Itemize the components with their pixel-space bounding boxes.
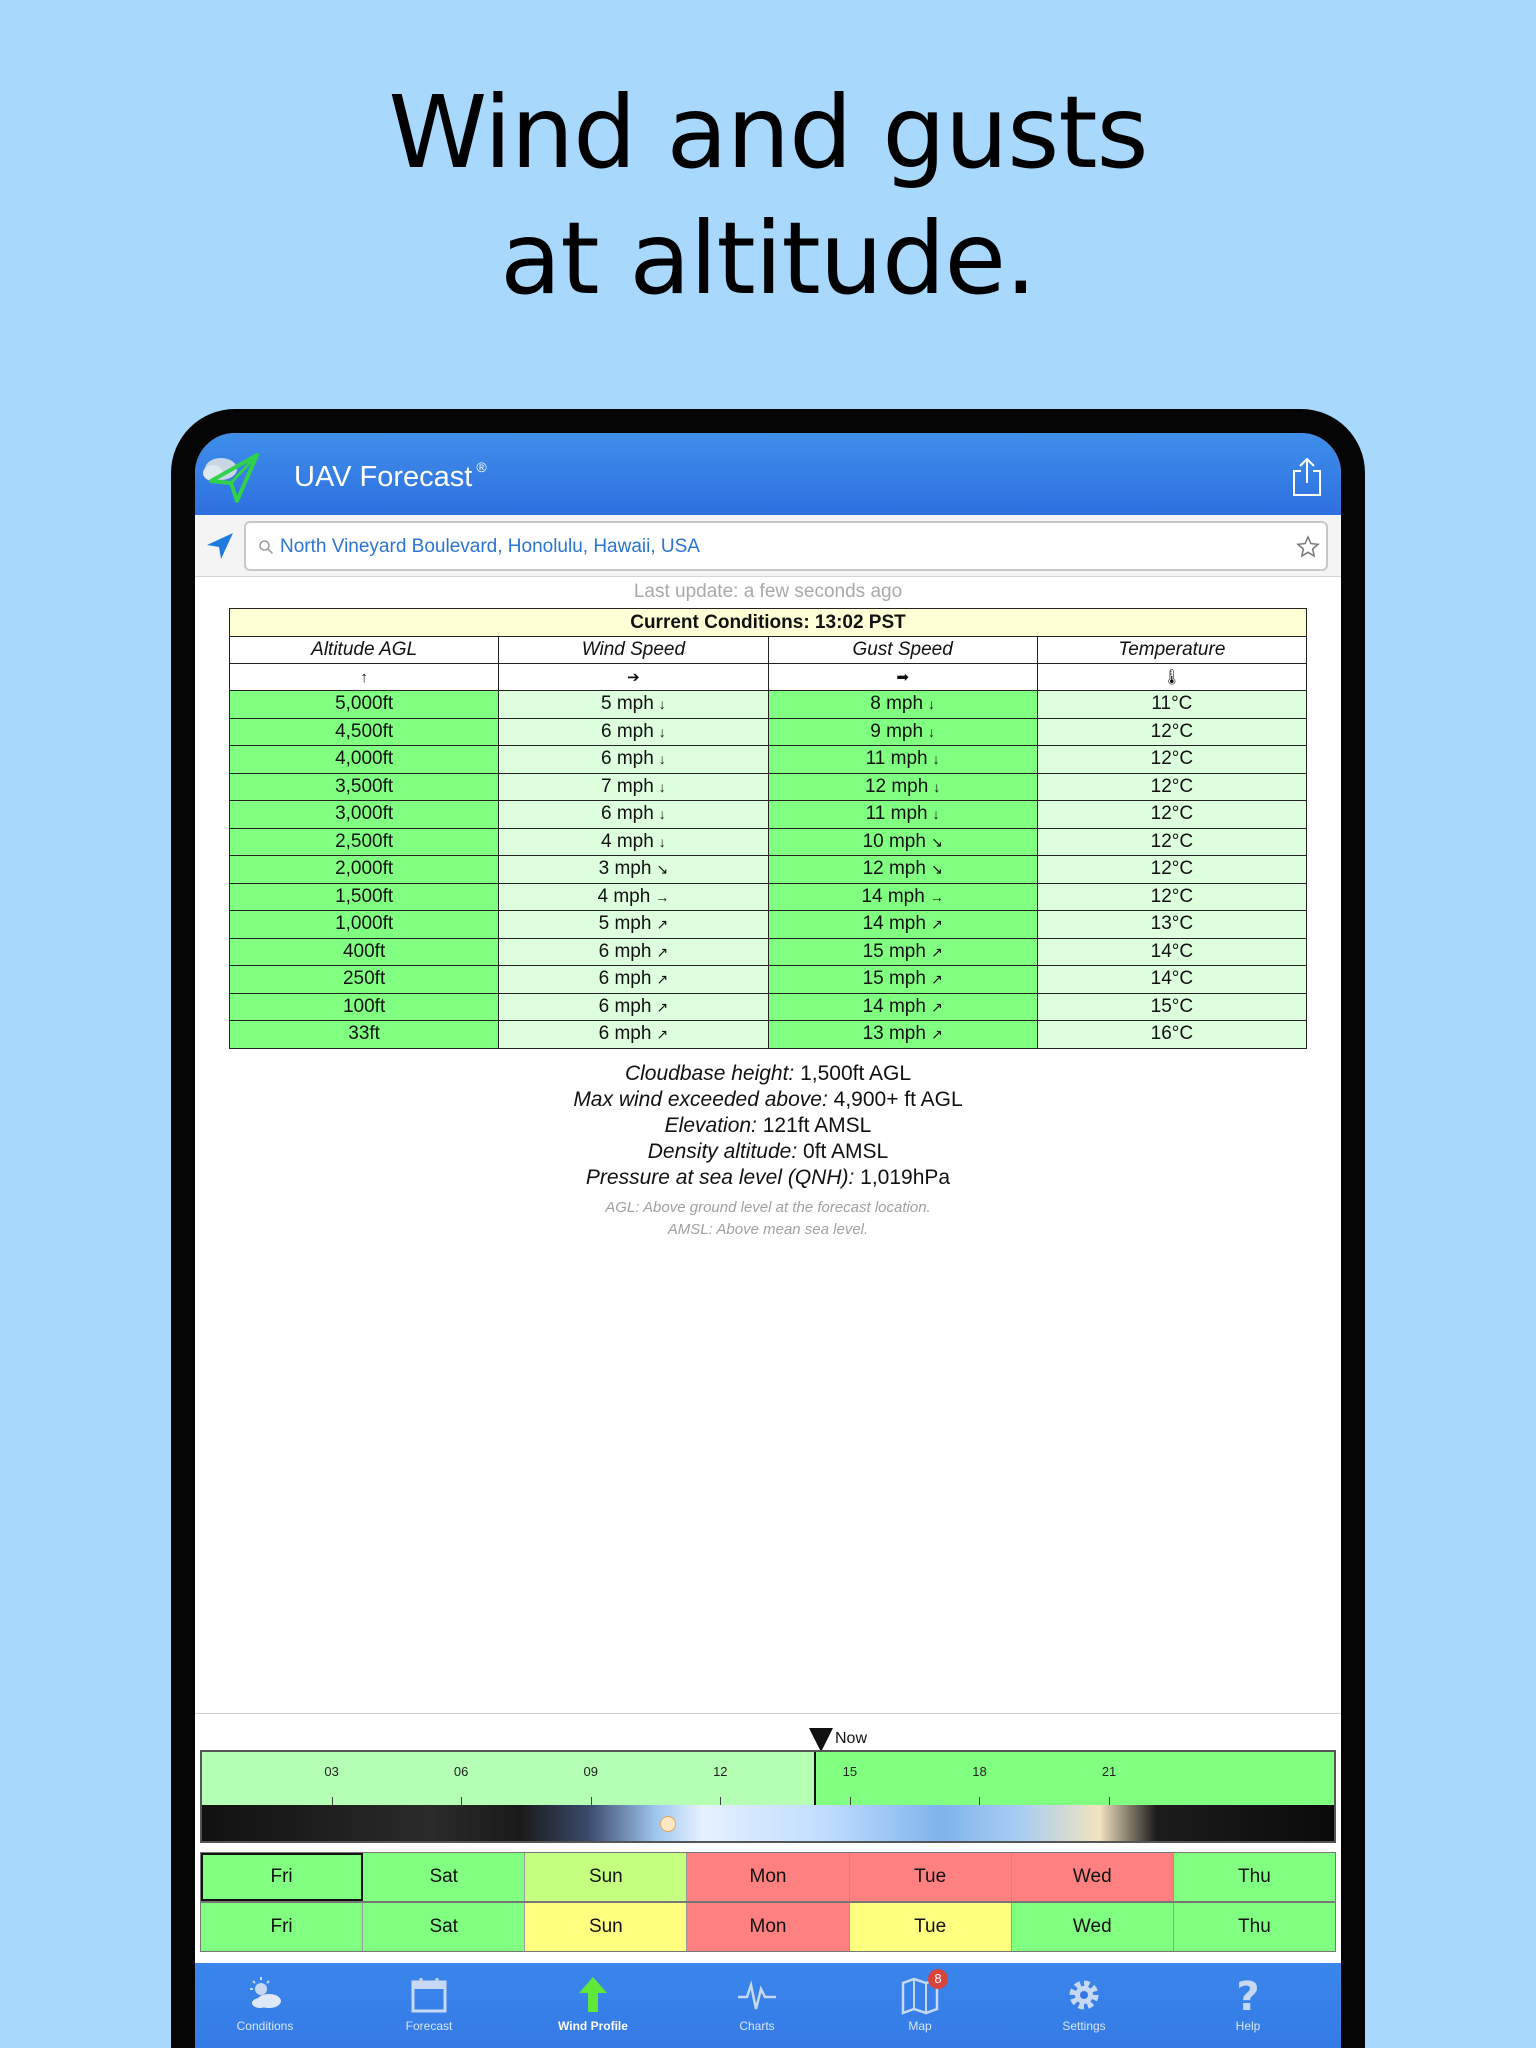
elevation-label: Elevation: (664, 1114, 757, 1137)
share-icon[interactable] (1291, 457, 1323, 497)
timeline-tick-label: 09 (583, 1764, 598, 1779)
timeline-tick-label: 15 (842, 1764, 858, 1779)
day-selector-row-1 (200, 1852, 1336, 1902)
altitude-cell: 250ft (230, 966, 499, 994)
table-row (230, 938, 1307, 966)
wind-value: 7 mph (600, 775, 654, 797)
temperature-cell: 12°C (1037, 773, 1306, 801)
app-title (294, 459, 487, 494)
conditions-rows (230, 691, 1307, 1049)
temperature-cell: 11°C (1037, 691, 1306, 719)
altitude-cell: 2,000ft (230, 856, 499, 884)
col-temperature: Temperature (1037, 637, 1306, 664)
wind-value: 6 mph (598, 968, 652, 990)
gust-value: 9 mph (870, 720, 924, 742)
tab-label: Forecast (405, 2019, 453, 2033)
temperature-cell: 14°C (1037, 966, 1306, 994)
footnotes (195, 1197, 1341, 1241)
gust-cell (768, 773, 1037, 801)
wind-value: 6 mph (598, 1023, 652, 1045)
altitude-cell: 4,500ft (230, 718, 499, 746)
tab-label: Settings (1062, 2019, 1106, 2033)
day-selector-row-2 (200, 1902, 1336, 1952)
stats-block (195, 1061, 1341, 1191)
day-button-wed[interactable]: Wed (1012, 1853, 1174, 1901)
conditions-table (229, 608, 1307, 1049)
table-row (230, 718, 1307, 746)
daylight-strip (202, 1805, 1336, 1843)
tab-map[interactable] (865, 1971, 975, 2033)
wind-cell (499, 773, 768, 801)
tab-label: Help (1235, 2019, 1261, 2033)
table-row (230, 691, 1307, 719)
maxwind-line (195, 1087, 1341, 1113)
gust-cell (768, 691, 1037, 719)
col-altitude: Altitude AGL (230, 637, 499, 664)
altitude-cell: 5,000ft (230, 691, 499, 719)
temperature-cell: 14°C (1037, 938, 1306, 966)
table-row (230, 746, 1307, 774)
wind-direction-arrow-icon: ↓ (658, 723, 666, 740)
tab-label: Charts (739, 2019, 775, 2033)
timeline-tick-mark (461, 1797, 462, 1805)
tab-wind-profile[interactable] (538, 1975, 648, 2033)
tab-settings[interactable] (1029, 1975, 1139, 2033)
search-value: North Vineyard Boulevard, Honolulu, Hawaii, USA (280, 536, 700, 557)
gust-direction-arrow-icon: ↓ (928, 723, 936, 740)
gust-direction-arrow-icon: ↓ (928, 696, 936, 713)
table-row (230, 1021, 1307, 1049)
altitude-cell: 2,500ft (230, 828, 499, 856)
gear-icon (1064, 1975, 1104, 2015)
footnote-agl: AGL: Above ground level at the forecast location. (605, 1199, 931, 1216)
day-button-sat[interactable]: Sat (363, 1903, 525, 1951)
wind-direction-arrow-icon: ↗ (656, 1026, 669, 1043)
timeline-tick-mark (979, 1797, 980, 1805)
altitude-cell: 4,000ft (230, 746, 499, 774)
wind-direction-arrow-icon: → (655, 888, 670, 905)
wind-direction-arrow-icon: ↓ (658, 751, 666, 768)
timeline-tick-label: 21 (1101, 1764, 1117, 1779)
day-button-mon[interactable]: Mon (687, 1853, 849, 1901)
wind-value: 6 mph (600, 748, 654, 770)
table-row (230, 828, 1307, 856)
tab-label: Wind Profile (558, 2019, 628, 2033)
wind-cell (499, 993, 768, 1021)
calendar-icon (409, 1975, 449, 2015)
gust-value: 8 mph (870, 693, 924, 715)
timeline-future (815, 1752, 1336, 1805)
wind-direction-arrow-icon: ↗ (656, 916, 669, 933)
gust-cell (768, 746, 1037, 774)
temperature-cell: 12°C (1037, 856, 1306, 884)
wind-direction-arrow-icon: ↓ (658, 833, 666, 850)
wind-cell (499, 828, 768, 856)
wind-value: 4 mph (597, 885, 651, 907)
now-label: Now (835, 1730, 868, 1747)
footnote-amsl: AMSL: Above mean sea level. (667, 1221, 869, 1238)
wind-cell (499, 1021, 768, 1049)
gust-value: 15 mph (862, 968, 926, 990)
altitude-cell: 1,500ft (230, 883, 499, 911)
day-button-thu[interactable]: Thu (1174, 1853, 1335, 1901)
elevation-line (195, 1113, 1341, 1139)
day-button-sun[interactable]: Sun (525, 1903, 687, 1951)
density-label: Density altitude: (647, 1140, 798, 1163)
temperature-cell: 15°C (1037, 993, 1306, 1021)
wind-cell (499, 966, 768, 994)
gust-cell (768, 718, 1037, 746)
gust-direction-arrow-icon: ↗ (930, 998, 943, 1015)
gust-value: 11 mph (865, 803, 928, 825)
gust-value: 15 mph (862, 940, 926, 962)
tab-label: Map (908, 2019, 932, 2033)
wind-value: 3 mph (598, 858, 652, 880)
cloud-sun-icon (245, 1975, 285, 2015)
wind-cell (499, 718, 768, 746)
sun-icon (660, 1816, 676, 1832)
day-button-fri[interactable]: Fri (201, 1903, 363, 1951)
gust-value: 13 mph (862, 1023, 926, 1045)
svg-text:?: ? (1236, 1975, 1260, 2015)
now-marker-icon (807, 1728, 835, 1752)
altitude-cell: 100ft (230, 993, 499, 1021)
temperature-cell: 12°C (1037, 718, 1306, 746)
temperature-cell: 12°C (1037, 828, 1306, 856)
gust-direction-arrow-icon: → (929, 888, 944, 905)
wind-cell (499, 746, 768, 774)
maxwind-label: Max wind exceeded above: (573, 1088, 828, 1111)
col-wind-speed: Wind Speed (499, 637, 768, 664)
gust-direction-arrow-icon: ↘ (930, 833, 943, 850)
pressure-line (195, 1165, 1341, 1191)
table-row (230, 911, 1307, 939)
wind-value: 4 mph (600, 830, 654, 852)
wind-cell (499, 938, 768, 966)
timeline-now-line (814, 1752, 816, 1805)
wind-cell (499, 801, 768, 829)
day-button-thu[interactable]: Thu (1174, 1903, 1335, 1951)
last-update-text: Last update: a few seconds ago (633, 581, 903, 602)
maxwind-value: 4,900+ ft AGL (833, 1088, 963, 1111)
up-arrow-icon (573, 1975, 613, 2015)
wind-cell (499, 911, 768, 939)
navigation-bar (195, 433, 1341, 515)
wind-cell (499, 856, 768, 884)
app-title-text: UAV Forecast (294, 461, 473, 493)
gust-cell (768, 856, 1037, 884)
registered-mark: ® (476, 459, 487, 475)
pulse-chart-icon (737, 1975, 777, 2015)
wind-direction-arrow-icon: ↘ (656, 861, 669, 878)
day-button-sat[interactable]: Sat (363, 1853, 525, 1901)
tab-bar (195, 1963, 1341, 2048)
temperature-cell: 16°C (1037, 1021, 1306, 1049)
wind-arrow-icon: ➔ (499, 664, 768, 691)
gust-direction-arrow-icon: ↓ (932, 751, 940, 768)
altitude-cell: 400ft (230, 938, 499, 966)
gust-direction-arrow-icon: ↗ (930, 1026, 943, 1043)
wind-direction-arrow-icon: ↗ (656, 998, 669, 1015)
gust-direction-arrow-icon: ↗ (930, 943, 943, 960)
conditions-title: Current Conditions: 13:02 PST (230, 609, 1307, 637)
wind-direction-arrow-icon: ↓ (658, 696, 666, 713)
timeline-slider[interactable] (200, 1750, 1336, 1843)
favorite-star-icon[interactable] (1296, 535, 1320, 559)
tab-label: Conditions (236, 2019, 294, 2033)
gust-cell (768, 828, 1037, 856)
gust-cell (768, 883, 1037, 911)
altitude-cell: 3,000ft (230, 801, 499, 829)
day-button-fri[interactable]: Fri (201, 1853, 363, 1901)
table-row (230, 883, 1307, 911)
table-row (230, 856, 1307, 884)
table-row (230, 993, 1307, 1021)
timeline-tick-mark (720, 1797, 721, 1805)
day-button-tue[interactable]: Tue (850, 1903, 1012, 1951)
search-row (195, 515, 1341, 577)
tab-forecast[interactable] (374, 1975, 484, 2033)
thermometer-icon: 🌡 (1037, 664, 1306, 691)
temperature-cell: 12°C (1037, 801, 1306, 829)
time-selector (195, 1713, 1341, 1961)
altitude-arrow-icon: ↑ (230, 664, 499, 691)
wind-value: 6 mph (598, 995, 652, 1017)
altitude-cell: 1,000ft (230, 911, 499, 939)
gust-cell (768, 966, 1037, 994)
wind-cell (499, 691, 768, 719)
headline-line-2: at altitude. (500, 200, 1036, 317)
col-gust-speed: Gust Speed (768, 637, 1037, 664)
day-button-wed[interactable]: Wed (1012, 1903, 1174, 1951)
table-row (230, 773, 1307, 801)
search-input[interactable] (244, 521, 1328, 571)
question-icon (1228, 1975, 1268, 2015)
temperature-cell: 12°C (1037, 883, 1306, 911)
gust-direction-arrow-icon: ↓ (933, 778, 941, 795)
altitude-cell: 3,500ft (230, 773, 499, 801)
wind-value: 6 mph (598, 940, 652, 962)
density-line (195, 1139, 1341, 1165)
altitude-cell: 33ft (230, 1021, 499, 1049)
tab-help[interactable] (1193, 1975, 1303, 2033)
wind-value: 5 mph (600, 693, 654, 715)
gust-cell (768, 1021, 1037, 1049)
gust-value: 12 mph (862, 858, 926, 880)
gust-direction-arrow-icon: ↗ (930, 916, 943, 933)
app-screen (195, 433, 1341, 2048)
pressure-label: Pressure at sea level (QNH): (585, 1166, 855, 1189)
gust-cell (768, 911, 1037, 939)
location-arrow-icon[interactable] (205, 531, 235, 561)
day-button-tue[interactable]: Tue (850, 1853, 1012, 1901)
table-row (230, 801, 1307, 829)
day-button-mon[interactable]: Mon (687, 1903, 849, 1951)
timeline-tick-mark (332, 1797, 333, 1805)
timeline-tick-label: 18 (972, 1764, 987, 1779)
headline (0, 70, 1536, 322)
cloudbase-value: 1,500ft AGL (800, 1062, 912, 1085)
density-value: 0ft AMSL (803, 1140, 889, 1163)
gust-cell (768, 801, 1037, 829)
timeline-tick-label: 03 (324, 1764, 339, 1779)
gust-cell (768, 938, 1037, 966)
wind-direction-arrow-icon: ↓ (658, 778, 666, 795)
day-button-sun[interactable]: Sun (525, 1853, 687, 1901)
pressure-value: 1,019hPa (860, 1166, 951, 1189)
timeline-tick-mark (850, 1797, 851, 1805)
timeline-tick-label: 06 (453, 1764, 469, 1779)
cloudbase-label: Cloudbase height: (624, 1062, 795, 1085)
wind-direction-arrow-icon: ↓ (658, 806, 666, 823)
search-icon (258, 539, 274, 555)
gust-direction-arrow-icon: ↘ (930, 861, 943, 878)
headline-line-1: Wind and gusts (388, 74, 1148, 191)
timeline-tick-mark (1109, 1797, 1110, 1805)
wind-direction-arrow-icon: ↗ (656, 971, 669, 988)
wind-direction-arrow-icon: ↗ (656, 943, 669, 960)
map-badge: 8 (928, 1969, 948, 1989)
gust-direction-arrow-icon: ↓ (932, 806, 940, 823)
gust-value: 14 mph (862, 995, 926, 1017)
wind-value: 6 mph (600, 803, 654, 825)
app-logo-icon (201, 447, 263, 505)
tab-conditions[interactable] (210, 1975, 320, 2033)
gust-value: 14 mph (861, 885, 925, 907)
wind-cell (499, 883, 768, 911)
gust-value: 12 mph (864, 775, 929, 797)
timeline-tick-label: 12 (713, 1764, 728, 1779)
tab-charts[interactable] (702, 1975, 812, 2033)
table-header-row (230, 637, 1307, 664)
table-icon-row (230, 664, 1307, 691)
timeline-tick-mark (591, 1797, 592, 1805)
temperature-cell: 13°C (1037, 911, 1306, 939)
elevation-value: 121ft AMSL (762, 1114, 872, 1137)
wind-value: 5 mph (598, 913, 652, 935)
temperature-cell: 12°C (1037, 746, 1306, 774)
tablet-frame (171, 409, 1365, 2048)
cloudbase-line (195, 1061, 1341, 1087)
gust-arrow-icon: ➡ (768, 664, 1037, 691)
gust-value: 14 mph (862, 913, 926, 935)
wind-value: 6 mph (600, 720, 654, 742)
gust-value: 11 mph (865, 748, 928, 770)
table-row (230, 966, 1307, 994)
gust-cell (768, 993, 1037, 1021)
gust-value: 10 mph (862, 830, 926, 852)
gust-direction-arrow-icon: ↗ (930, 971, 943, 988)
